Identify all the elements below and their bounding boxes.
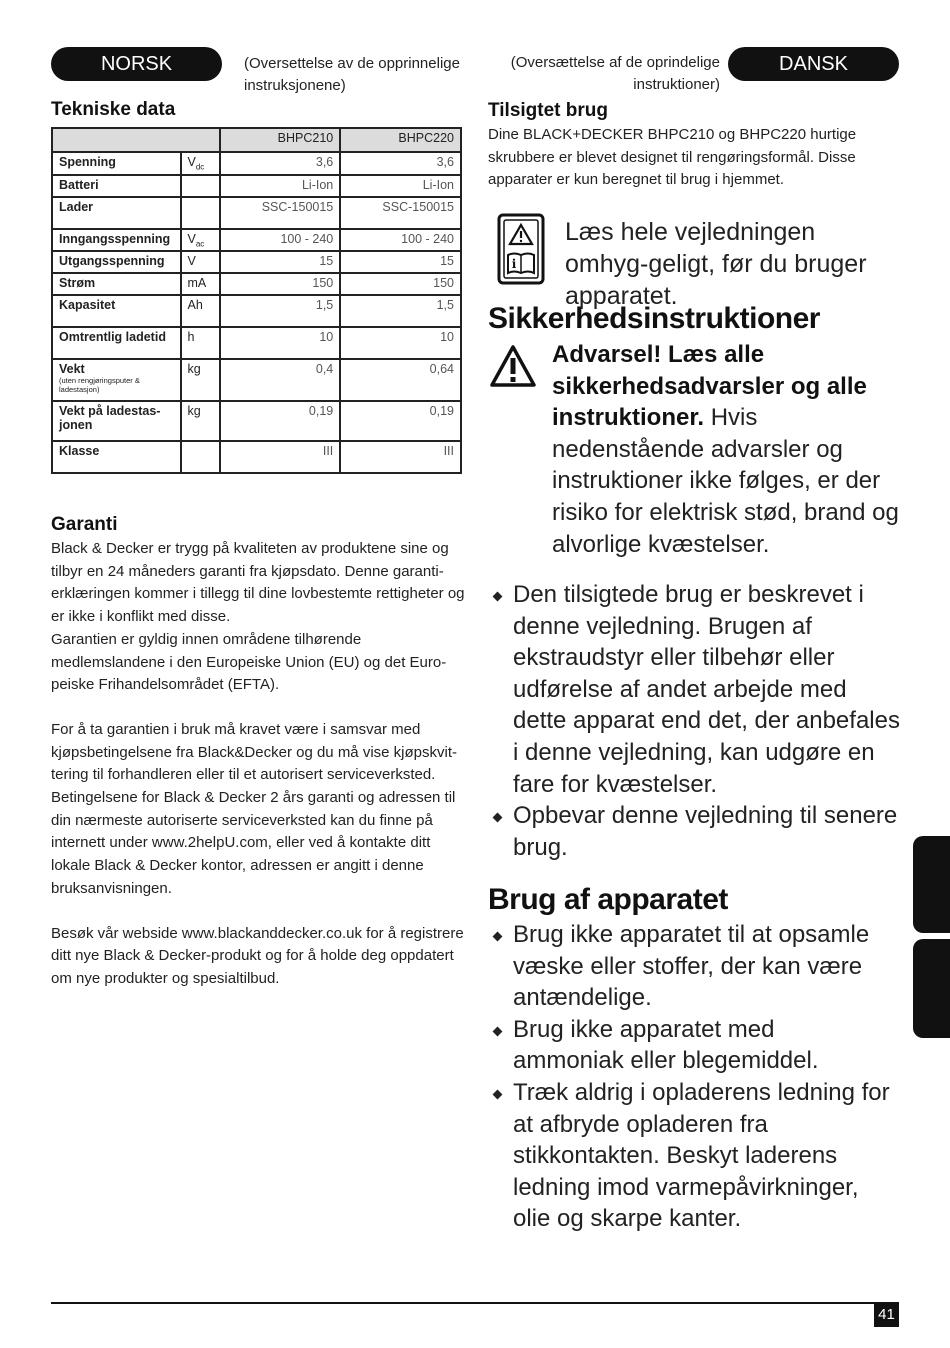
value-bhpc220: 0,64 — [340, 359, 461, 401]
intended-use-heading: Tilsigtet brug — [488, 100, 608, 121]
bullet-text: Brug ikke apparatet med ammoniak eller blegemiddel. — [513, 1015, 819, 1075]
read-manual-text: Læs hele vejledningen omhyg-geligt, før du bruger apparatet. — [565, 218, 867, 310]
value-bhpc210: 150 — [220, 273, 341, 295]
read-manual-icon — [497, 213, 545, 285]
row-label: Omtrentlig ladetid — [52, 327, 181, 359]
row-unit — [181, 441, 220, 473]
tech-data-table — [51, 127, 462, 474]
bullet-icon — [493, 1026, 503, 1036]
table-row — [52, 251, 461, 273]
list-item — [490, 919, 890, 1014]
table-row — [52, 401, 461, 441]
bullet-text: Opbevar denne vejledning til senere brug. — [513, 802, 898, 861]
guarantee-heading: Garanti — [51, 514, 118, 535]
side-tab — [913, 836, 950, 933]
row-label-note: (uten rengjøringsputer & ladestasjon) — [59, 376, 140, 394]
value-bhpc220: 10 — [340, 327, 461, 359]
row-unit: Ah — [181, 295, 220, 327]
value-bhpc220: 100 - 240 — [340, 229, 461, 252]
row-unit: h — [181, 327, 220, 359]
row-unit: kg — [181, 401, 220, 441]
language-label-norsk: NORSK — [51, 47, 222, 81]
value-bhpc220: III — [340, 441, 461, 473]
bullet-text: Træk aldrig i opladerens ledning for at afbryde opladeren fra stikkontakten. Beskyt laderens ledning imod varmepåvirkninger, olie og skarpe kanter. — [513, 1078, 890, 1233]
row-unit: $V_{ac}$ — [181, 229, 220, 252]
value-bhpc210: 10 — [220, 327, 341, 359]
guarantee-text — [51, 538, 466, 991]
translation-note-norsk: (Oversettelse av de opprinnelige instruksjonene) — [244, 55, 460, 94]
row-unit: kg — [181, 359, 220, 401]
column-header-bhpc220: BHPC220 — [340, 128, 461, 152]
table-row — [52, 441, 461, 473]
guarantee-paragraph: Besøk vår webside www.blackanddecker.co.uk for å registrere ditt nye Black & Decker-produkt og for å holde deg oppdatert om nye produkter og spesialtilbud. — [51, 924, 464, 987]
row-unit: V — [181, 251, 220, 273]
safety-heading: Sikkerhedsinstruktioner — [488, 302, 820, 335]
warning-rest-text: Hvis nedenstående advarsler og instruktioner ikke følges, er der risiko for elektrisk stød, brand og alvorlige kvæstelser. — [552, 404, 899, 558]
svg-text:i: i — [511, 257, 517, 271]
row-label: Utgangsspenning — [52, 251, 181, 273]
list-item — [490, 1077, 890, 1235]
bullet-icon — [493, 592, 503, 602]
value-bhpc220: 0,19 — [340, 401, 461, 441]
row-label: Vekt (uten rengjøringsputer & ladestasjon) — [52, 359, 181, 401]
table-row — [52, 273, 461, 295]
bullet-text: Den tilsigtede brug er beskrevet i denne vejledning. Brugen af ekstraudstyr eller tilbehør eller udførelse af andet arbejde med dette apparat end det, der anbefales i denne vejledning, kan udgøre en fare for kvæstelser. — [513, 581, 900, 798]
value-bhpc220: Li-Ion — [340, 175, 461, 197]
table-row — [52, 175, 461, 197]
value-bhpc210: III — [220, 441, 341, 473]
row-label: Vekt på ladestas- jonen — [52, 401, 181, 441]
warning-bold-text: Advarsel! Læs alle sikkerhedsadvarsler og alle instruktioner. — [552, 341, 867, 432]
safety-bullet-list — [490, 579, 902, 863]
row-label: Lader — [52, 197, 181, 229]
guarantee-paragraph: For å ta garantien i bruk må kravet være i samsvar med kjøpsbetingelsene fra Black&Decker og du må vise kjøpskvit-tering til forhandleren eller til et autorisert serviceverksted. Betingelsene for Black & Decker 2 års garanti og adressen til din nærmeste autoriserte serviceverksted kan du finne på internett under www.2helpU.com, eller ved å kontakte ditt lokale Black & Decker kontor, adressen er angitt i denne bruksanvisningen. — [51, 720, 457, 897]
value-bhpc210: 0,19 — [220, 401, 341, 441]
value-bhpc210: Li-Ion — [220, 175, 341, 197]
value-bhpc210: 0,4 — [220, 359, 341, 401]
row-unit — [181, 175, 220, 197]
table-row — [52, 359, 461, 401]
value-bhpc220: 15 — [340, 251, 461, 273]
row-unit — [181, 197, 220, 229]
value-bhpc210: 3,6 — [220, 152, 341, 175]
bullet-icon — [493, 813, 503, 823]
bullet-text: Brug ikke apparatet til at opsamle væske eller stoffer, der kan være antændelige. — [513, 921, 870, 1012]
value-bhpc210: 1,5 — [220, 295, 341, 327]
page-number: 41 — [874, 1303, 899, 1327]
value-bhpc210: 100 - 240 — [220, 229, 341, 252]
warning-icon — [489, 344, 537, 388]
value-bhpc220: 150 — [340, 273, 461, 295]
row-unit: mA — [181, 273, 220, 295]
column-header-bhpc210: BHPC210 — [220, 128, 341, 152]
list-item — [490, 800, 902, 863]
row-label: Spenning — [52, 152, 181, 175]
translation-note-dansk: (Oversættelse af de oprindelige instruktioner) — [510, 54, 720, 93]
language-label-dansk: DANSK — [728, 47, 899, 81]
side-tab — [913, 939, 950, 1038]
value-bhpc220: 1,5 — [340, 295, 461, 327]
table-row — [52, 295, 461, 327]
list-item — [490, 579, 902, 800]
value-bhpc220: SSC-150015 — [340, 197, 461, 229]
table-row — [52, 229, 461, 252]
row-label: Klasse — [52, 441, 181, 473]
safety-warning-text — [552, 339, 902, 560]
row-label: Kapasitet — [52, 295, 181, 327]
value-bhpc210: SSC-150015 — [220, 197, 341, 229]
row-label: Inngangsspenning — [52, 229, 181, 252]
guarantee-paragraph: Black & Decker er trygg på kvaliteten av produktene sine og tilbyr en 24 måneders garanti fra kjøpsdato. Denne garanti-erklæringen kommer i tillegg til dine lovbestemte rettigheter og er ikke i konflikt med disse. — [51, 540, 465, 626]
use-bullet-list — [490, 919, 890, 1235]
value-bhpc210: 15 — [220, 251, 341, 273]
row-unit: $V_{dc}$ — [181, 152, 220, 175]
table-row — [52, 327, 461, 359]
tech-data-heading: Tekniske data — [51, 99, 176, 120]
row-label: Batteri — [52, 175, 181, 197]
footer-rule — [51, 1302, 899, 1304]
table-row — [52, 152, 461, 175]
value-bhpc220: 3,6 — [340, 152, 461, 175]
intended-use-text: Dine BLACK+DECKER BHPC210 og BHPC220 hurtige skrubbere er blevet designet til rengøringsformål. Disse apparater er kun beregnet til brug i hjemmet. — [488, 126, 857, 189]
list-item — [490, 1014, 890, 1077]
use-heading: Brug af apparatet — [488, 883, 728, 916]
guarantee-paragraph: Garantien er gyldig innen områdene tilhørende medlemslandene i den Europeiske Union (EU) og det Euro-peiske Frihandelsområdet (EFTA). — [51, 630, 447, 694]
table-row — [52, 197, 461, 229]
bullet-icon — [493, 932, 503, 942]
bullet-icon — [493, 1090, 503, 1100]
row-label: Strøm — [52, 273, 181, 295]
table-header-row — [52, 128, 461, 152]
